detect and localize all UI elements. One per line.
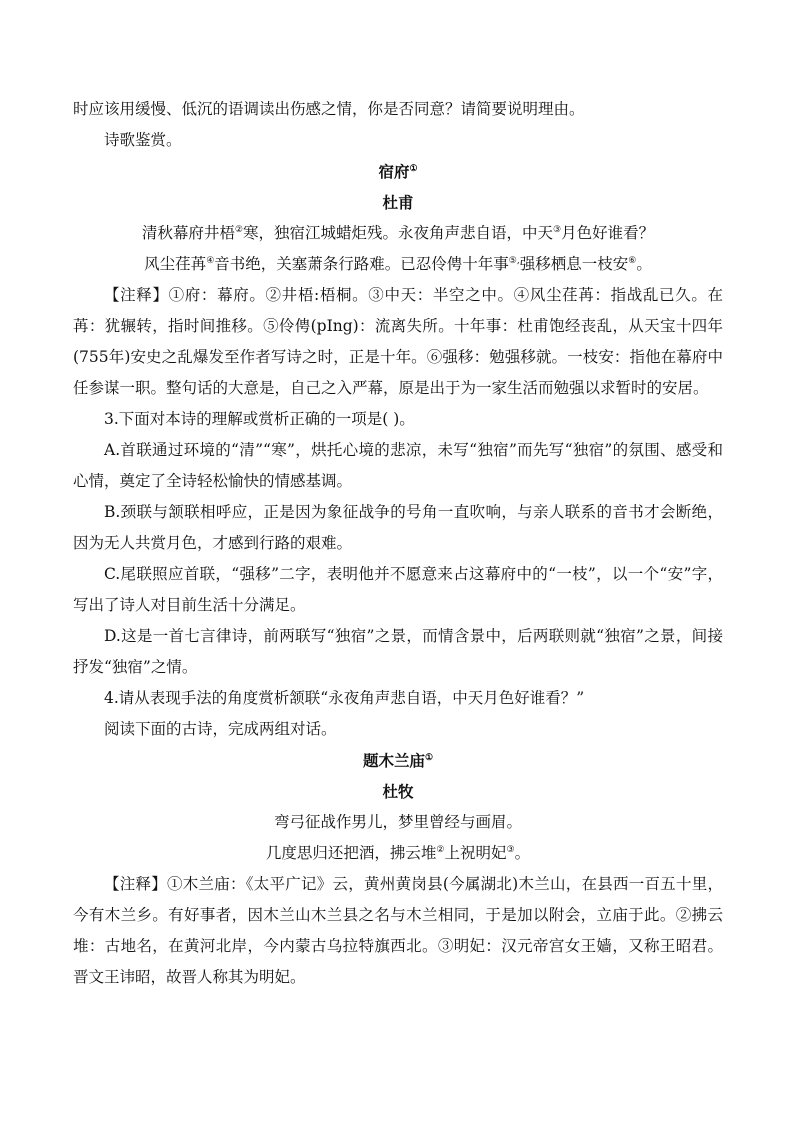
footnote-marker: ①: [424, 753, 434, 763]
poem1-title: 宿府①: [378, 162, 418, 181]
poem1-notes: 【注释】①府：幕府。②井梧:梧桐。③中天：半空之中。④风尘荏苒：指战乱已久。在苒：犹辗转，指时间推移。⑤伶俜(pIng)：流离失所。十年事：杜甫饱经丧乱，从天宝十四年(755年)安史之乱爆发至作者写诗之时，正是十年。⑥强移：勉强移就。一枝安：指他在幕府中任参谋一职。整句话的大意是，自己之入严幕，原是出于为一家生活而勉强以求暂时的安居。: [73, 286, 723, 397]
poem2-author: 杜牧: [382, 782, 414, 801]
poem2-line2: 几度思归还把酒，拂云堆②上祝明妃③。: [265, 844, 531, 862]
question3-option-b: B.颈联与颔联相呼应，正是因为象征战争的号角一直吹响，与亲人联系的音书才会断绝，因为无人共赏月色，才感到行路的艰难。: [73, 503, 723, 552]
question4: 4.请从表现手法的角度赏析颔联“永夜角声悲自语，中天月色好谁看？”: [104, 689, 585, 707]
question3-option-d: D.这是一首七言律诗，前两联写“独宿”之景，而情含景中，后两联则就“独宿”之景，间接抒发“独宿”之情。: [73, 627, 723, 676]
read-instruction: 阅读下面的古诗，完成两组对话。: [104, 720, 337, 738]
poem1-author: 杜甫: [382, 193, 414, 212]
question3-option-a: A.首联通过环境的“清”“寒”，烘托心境的悲凉，未写“独宿”而先写“独宿”的氛围、感受和心情，奠定了全诗轻松愉快的情感基调。: [73, 441, 723, 490]
question3-option-c: C.尾联照应首联，“强移”二字，表明他并不愿意来占这幕府中的“一枝”，以一个“安”字，写出了诗人对目前生活十分满足。: [73, 565, 723, 614]
poem2-line1: 弯弓征战作男儿，梦里曾经与画眉。: [273, 813, 522, 831]
footnote-marker: ①: [409, 164, 418, 174]
question3-stem: 3.下面对本诗的理解或赏析正确的一项是( )。: [104, 410, 415, 428]
intro-fragment: 时应该用缓慢、低沉的语调读出伤感之情，你是否同意？请简要说明理由。: [73, 100, 585, 118]
poem2-notes: 【注释】①木兰庙：《太平广记》云，黄州黄岗县(今属湖北)木兰山，在县西一百五十里，今有木兰乡。有好事者，因木兰山木兰县之名与木兰相同，于是加以附会，立庙于此。②拂云堆：古地名，在黄河北岸，今内蒙古乌拉特旗西北。③明妃：汉元帝宫女王嫱，又称王昭君。晋文王讳昭，故晋人称其为明妃。: [73, 875, 723, 986]
section-label: 诗歌鉴赏。: [104, 131, 182, 149]
poem1-line2: 风尘荏苒④音书绝，关塞萧条行路难。已忍伶俜十年事⑤,强移栖息一枝安⑥。: [144, 255, 652, 273]
document-page: [73, 94, 723, 993]
poem2-title: 题木兰庙①: [362, 751, 434, 770]
poem1-line1: 清秋幕府井梧②寒，独宿江城蜡炬残。永夜角声悲自语，中天③月色好谁看？: [141, 224, 655, 242]
